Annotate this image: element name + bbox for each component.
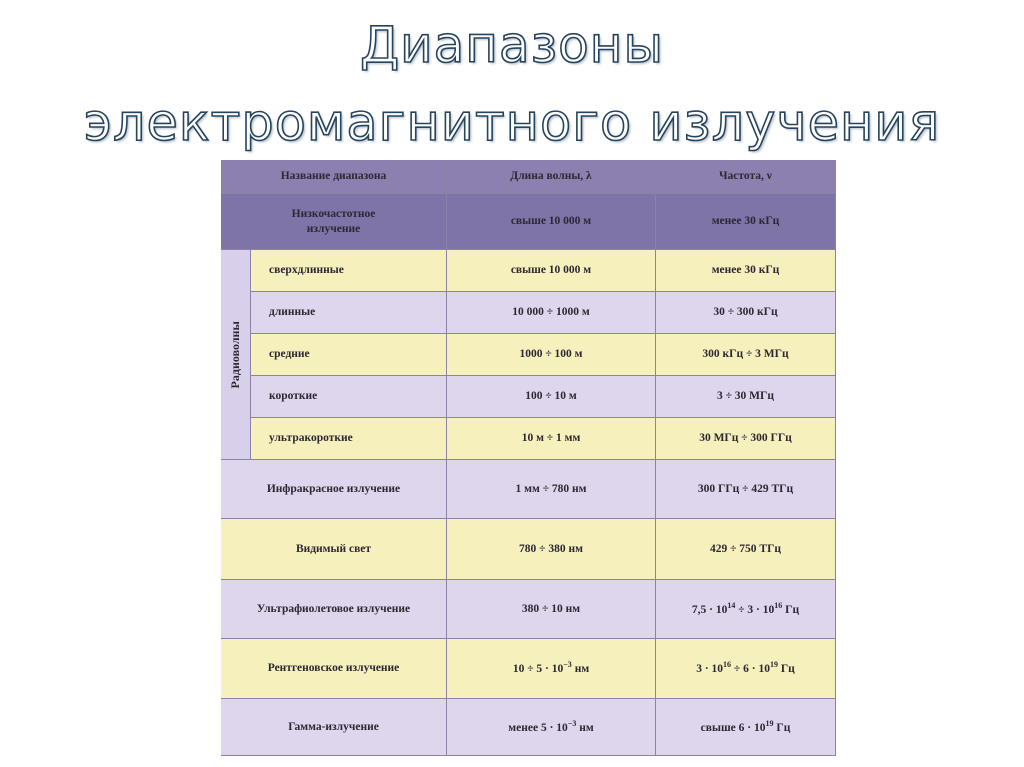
row-xray-frequency — [656, 639, 836, 699]
radio-row-name: сверхдлинные — [251, 250, 447, 292]
radio-row-wavelength: 10 000 ÷ 1000 м — [447, 292, 656, 334]
row-xray-name: Рентгеновское излучение — [221, 639, 447, 699]
xray-freq-part-b: ÷ 6 · 10 — [731, 663, 770, 676]
xray-wl-part-a: 10 ÷ 5 · 10 — [512, 663, 564, 676]
radio-row-wavelength: свыше 10 000 м — [447, 250, 656, 292]
row-ultraviolet-wavelength: 380 ÷ 10 нм — [447, 580, 656, 639]
uv-freq-exp-b: 16 — [774, 600, 783, 610]
header-name: Название диапазона — [221, 160, 447, 194]
row-gamma-wavelength — [447, 699, 656, 756]
xray-wl-part-b: нм — [571, 663, 590, 676]
page-title-line2: электромагнитного излучения — [83, 94, 941, 153]
radio-row-name: длинные — [251, 292, 447, 334]
header-wavelength: Длина волны, λ — [447, 160, 656, 194]
radio-row-frequency: 30 МГц ÷ 300 ГГц — [656, 418, 836, 460]
radio-waves-label: Радиоволны — [227, 320, 242, 389]
row-visible-name: Видимый свет — [221, 519, 447, 580]
xray-freq-exp-a: 16 — [723, 660, 732, 670]
radio-row-name: ультракороткие — [251, 418, 447, 460]
row-low-frequency-wavelength: свыше 10 000 м — [447, 194, 656, 250]
radio-row-frequency: 3 ÷ 30 МГц — [656, 376, 836, 418]
gamma-wl-part-a: менее 5 · 10 — [508, 721, 568, 734]
xray-freq-part-c: Гц — [777, 663, 795, 676]
xray-freq-part-a: 3 · 10 — [696, 663, 724, 676]
gamma-freq-part-b: Гц — [773, 721, 791, 734]
row-visible-frequency: 429 ÷ 750 ТГц — [656, 519, 836, 580]
radio-waves-group-label — [221, 250, 251, 460]
gamma-freq-part-a: свыше 6 · 10 — [700, 721, 766, 734]
uv-freq-exp-a: 14 — [727, 600, 736, 610]
row-low-frequency-frequency: менее 30 кГц — [656, 194, 836, 250]
xray-wl-exp-a: −3 — [563, 660, 572, 670]
uv-freq-part-a: 7,5 · 10 — [691, 603, 728, 616]
radio-row-name: короткие — [251, 376, 447, 418]
gamma-wl-exp-a: −3 — [567, 718, 577, 728]
gamma-wl-part-b: нм — [576, 721, 594, 734]
row-visible-wavelength: 780 ÷ 380 нм — [447, 519, 656, 580]
uv-freq-part-b: ÷ 3 · 10 — [735, 603, 775, 616]
radio-row-name: средние — [251, 334, 447, 376]
row-infrared-wavelength: 1 мм ÷ 780 нм — [447, 460, 656, 519]
gamma-freq-exp-a: 19 — [765, 718, 774, 728]
radio-row-frequency: 30 ÷ 300 кГц — [656, 292, 836, 334]
radio-row-wavelength: 1000 ÷ 100 м — [447, 334, 656, 376]
row-xray-wavelength — [447, 639, 656, 699]
low-frequency-name-line2: излучение — [306, 222, 361, 235]
page-title-line1: Диапазоны — [360, 16, 664, 74]
spectrum-table — [221, 160, 836, 756]
row-ultraviolet-name: Ультрафиолетовое излучение — [221, 580, 447, 639]
radio-row-wavelength: 10 м ÷ 1 мм — [447, 418, 656, 460]
row-gamma-frequency — [656, 699, 836, 756]
low-frequency-name-line1: Низкочастотное — [291, 207, 376, 220]
row-low-frequency-name — [221, 194, 447, 250]
header-frequency: Частота, ν — [656, 160, 836, 194]
radio-row-frequency: менее 30 кГц — [656, 250, 836, 292]
row-infrared-frequency: 300 ГГц ÷ 429 ТГц — [656, 460, 836, 519]
uv-freq-part-c: Гц — [782, 603, 800, 616]
radio-row-wavelength: 100 ÷ 10 м — [447, 376, 656, 418]
row-gamma-name: Гамма-излучение — [221, 699, 447, 756]
xray-freq-exp-b: 19 — [769, 660, 778, 670]
radio-row-frequency: 300 кГц ÷ 3 МГц — [656, 334, 836, 376]
row-infrared-name: Инфракрасное излучение — [221, 460, 447, 519]
row-ultraviolet-frequency — [656, 580, 836, 639]
